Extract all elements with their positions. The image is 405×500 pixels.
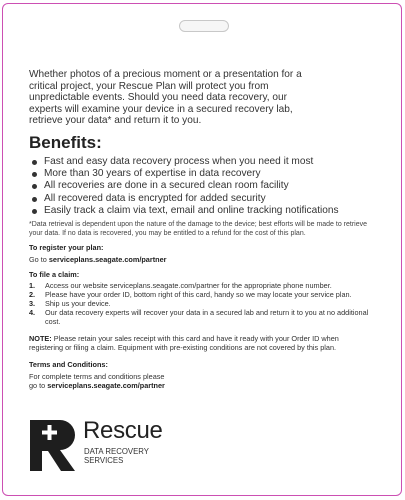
register-heading: To register your plan: [29,243,104,252]
step-text: Ship us your device. [45,298,111,308]
benefit-text: More than 30 years of expertise in data recovery [44,168,261,180]
brand-name: Rescue [83,417,163,444]
register-instruction [29,255,167,264]
step-number: 2. [29,289,36,299]
terms-prefix: go to [29,381,48,390]
note-text: Please retain your sales receipt with this card and have it ready with your Order ID when registering or filing a claim. Equipment with pre-existing conditions are not covered by this plan. [29,334,339,352]
step-text: Our data recovery experts will recover your data in a secured lab and return it to you at no additional cost. [45,307,369,326]
step-number: 4. [29,307,36,317]
step-number: 1. [29,281,36,290]
register-url: serviceplans.seagate.com/partner [48,255,167,264]
bullet-icon [32,160,37,165]
list-item [29,309,374,327]
list-item [32,180,372,192]
note-paragraph [29,334,374,352]
benefit-text: All recoveries are done in a secured clean room facility [44,180,289,192]
bullet-icon [32,172,37,177]
rescue-logo-icon [28,418,78,473]
note-label: NOTE: [29,334,52,343]
disclaimer-text: *Data retrieval is dependent upon the nature of the damage to the device; best efforts will be made to retrieve your data. If no data is recovered, you may be entitled to a refund for the cost of this plan. [29,221,368,237]
claim-heading: To file a claim: [29,270,80,279]
brand-subtitle-line: DATA RECOVERY [84,447,149,456]
list-item [32,156,372,168]
list-item [32,205,372,217]
benefit-text: All recovered data is encrypted for added security [44,192,266,204]
benefits-heading: Benefits: [29,133,102,152]
benefit-text: Easily track a claim via text, email and online tracking notifications [44,204,339,216]
list-item [32,168,372,180]
bullet-icon [32,184,37,189]
benefits-list [32,156,372,217]
brand-subtitle-line: SERVICES [84,456,124,466]
bullet-icon [32,209,37,214]
terms-url: serviceplans.seagate.com/partner [47,381,165,390]
terms-text [29,372,229,390]
claim-steps [29,282,374,327]
benefit-text: Fast and easy data recovery process when you need it most [44,156,314,167]
bullet-icon [32,197,37,202]
terms-line: For complete terms and conditions please [29,372,165,381]
intro-paragraph: Whether photos of a precious moment or a presentation for a critical project, your Rescue Plan will protect you from unpredictable events. Should you need data recovery, our experts will examine your device in a secured recovery lab, retrieve your data* and return it to you. [29,69,302,127]
list-item [32,193,372,205]
register-prefix: Go to [29,255,49,264]
terms-link-line [29,381,229,390]
hang-tab-hole [179,20,229,32]
step-text: Please have your order ID, bottom right of this card, handy so we may locate your service plan. [45,289,352,299]
step-number: 3. [29,298,36,308]
brand-subtitle [84,447,149,466]
step-text: Access our website serviceplans.seagate.com/partner for the appropriate phone number. [45,281,332,290]
terms-heading: Terms and Conditions: [29,360,108,369]
